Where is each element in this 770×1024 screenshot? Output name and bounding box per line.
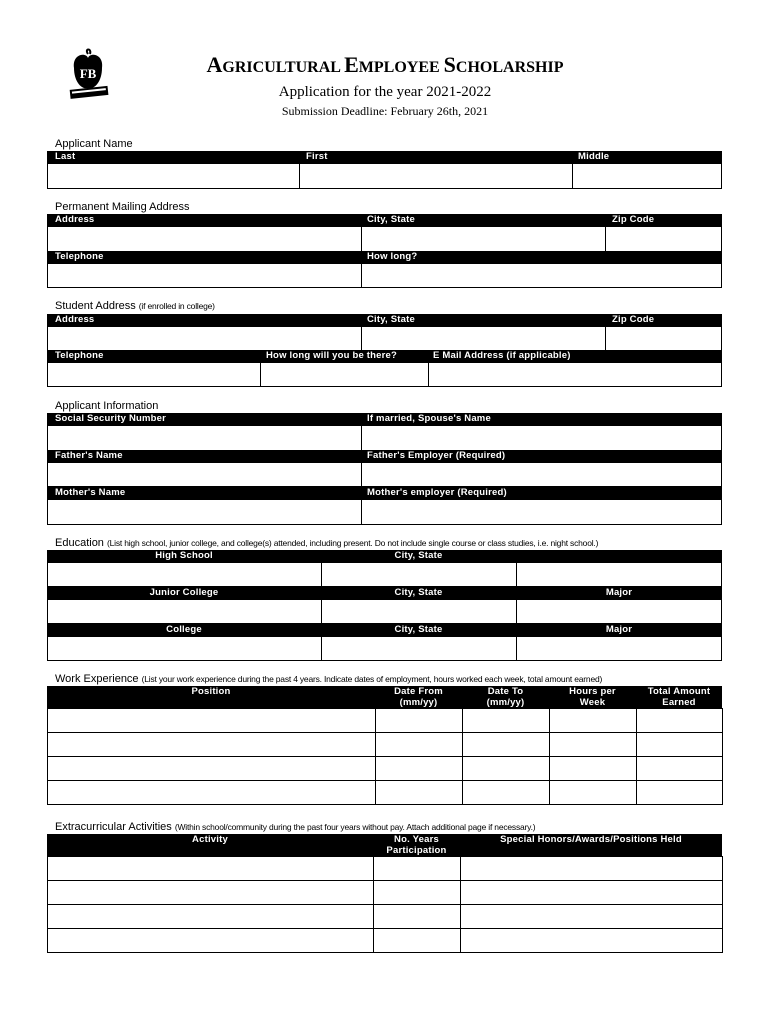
work-row-1-col-4[interactable] [549,708,637,733]
student-address-field[interactable] [47,326,362,351]
extracurricular-row-1-col-2[interactable] [373,856,461,881]
mailing-city-state-field[interactable] [361,226,606,252]
work-row-2-col-1[interactable] [47,732,376,757]
work-row-2-col-3[interactable] [462,732,550,757]
work-row-4-col-1[interactable] [47,780,376,805]
label-city-state: City, State [394,550,443,561]
work-row-4-col-3[interactable] [462,780,550,805]
high-school-city-field[interactable] [321,562,517,587]
father-employer-field[interactable] [361,462,722,487]
label-years-participation: No. Years Participation [386,834,447,856]
applicant-info-header-1 [47,413,722,425]
extracurricular-row-1-col-3[interactable] [460,856,723,881]
high-school-field[interactable] [47,562,322,587]
extracurricular-row-3-col-2[interactable] [373,904,461,929]
work-row-1-col-2[interactable] [375,708,463,733]
label-father-employer: Father's Employer (Required) [367,450,506,461]
label-city-state: City, State [367,214,415,225]
label-address: Address [55,214,95,225]
work-row-3-col-4[interactable] [549,756,637,781]
student-email-field[interactable] [428,362,722,387]
label-spouse-name: If married, Spouse's Name [367,413,491,424]
education-header-3 [47,624,722,636]
label-mother-employer: Mother's employer (Required) [367,487,507,498]
label-mother-name: Mother's Name [55,487,126,498]
label-activity: Activity [192,834,228,845]
work-row-3-col-1[interactable] [47,756,376,781]
work-header [47,686,722,708]
section-education: Education (List high school, junior college, and college(s) attended, including present. Do not include single course or class studies, i.e. night school.) [55,537,599,549]
label-city-state: City, State [394,624,443,635]
extracurricular-row-1-col-1[interactable] [47,856,374,881]
label-zip-code: Zip Code [612,314,655,325]
label-telephone: Telephone [55,350,104,361]
mailing-address-field[interactable] [47,226,362,252]
label-junior-college: Junior College [149,587,219,598]
page-title: AGRICULTURAL EMPLOYEE SCHOLARSHIP [206,52,564,77]
education-header-1 [47,550,722,562]
student-city-state-field[interactable] [361,326,606,351]
junior-college-city-field[interactable] [321,599,517,624]
label-major: Major [605,587,633,598]
mailing-address-header [47,214,722,226]
label-how-long: How long? [367,251,418,262]
label-college: College [166,624,202,635]
work-row-1-col-3[interactable] [462,708,550,733]
mother-employer-field[interactable] [361,499,722,525]
middle-name-field[interactable] [572,163,722,189]
extracurricular-row-2-col-2[interactable] [373,880,461,905]
student-phone-header [47,350,722,362]
label-address: Address [55,314,95,325]
student-telephone-field[interactable] [47,362,261,387]
extracurricular-row-4-col-3[interactable] [460,928,723,953]
work-row-3-col-3[interactable] [462,756,550,781]
label-total-earned: Total Amount Earned [647,686,711,708]
college-field[interactable] [47,636,322,661]
extracurricular-row-3-col-3[interactable] [460,904,723,929]
mailing-telephone-field[interactable] [47,263,362,288]
college-city-field[interactable] [321,636,517,661]
page-subtitle: Application for the year 2021-2022 [278,84,492,100]
student-address-header [47,314,722,326]
extracurricular-row-2-col-1[interactable] [47,880,374,905]
extracurricular-header [47,834,722,856]
work-row-1-col-1[interactable] [47,708,376,733]
submission-deadline: Submission Deadline: February 26th, 2021 [281,104,489,118]
education-header-2 [47,587,722,599]
work-row-4-col-4[interactable] [549,780,637,805]
label-middle: Middle [578,151,610,162]
label-father-name: Father's Name [55,450,123,461]
work-row-2-col-2[interactable] [375,732,463,757]
label-honors: Special Honors/Awards/Positions Held [500,834,682,845]
mailing-phone-header [47,251,722,263]
applicant-info-header-2 [47,450,722,462]
college-major-field[interactable] [516,636,722,661]
work-row-4-col-2[interactable] [375,780,463,805]
work-row-3-col-5[interactable] [636,756,723,781]
label-ssn: Social Security Number [55,413,167,424]
label-date-to: Date To (mm/yy) [486,686,525,708]
extracurricular-row-3-col-1[interactable] [47,904,374,929]
section-work-experience: Work Experience (List your work experience during the past 4 years. Indicate dates of employment, hours worked each week, total amount earned) [55,673,603,685]
ssn-field[interactable] [47,425,362,451]
label-date-from: Date From (mm/yy) [394,686,443,708]
label-telephone: Telephone [55,251,104,262]
applicant-info-header-3 [47,487,722,499]
spouse-name-field[interactable] [361,425,722,451]
work-row-4-col-5[interactable] [636,780,723,805]
section-applicant-info: Applicant Information [55,400,159,412]
logo-letters: FB [79,66,97,81]
section-applicant-name: Applicant Name [55,138,133,150]
label-position: Position [191,686,231,697]
mailing-zip-field[interactable] [605,226,722,252]
section-student-address: Student Address (if enrolled in college) [55,300,215,312]
extracurricular-row-4-col-1[interactable] [47,928,374,953]
student-how-long-field[interactable] [260,362,429,387]
father-name-field[interactable] [47,462,362,487]
label-zip-code: Zip Code [612,214,655,225]
mailing-how-long-field[interactable] [361,263,722,288]
farm-bureau-logo [66,48,110,102]
label-how-long-there: How long will you be there? [266,350,398,361]
label-high-school: High School [155,550,213,561]
student-zip-field[interactable] [605,326,722,351]
extracurricular-row-2-col-3[interactable] [460,880,723,905]
label-email: E Mail Address (if applicable) [433,350,571,361]
label-hours-per-week: Hours per Week [569,686,616,708]
work-row-1-col-5[interactable] [636,708,723,733]
label-last: Last [55,151,76,162]
mother-name-field[interactable] [47,499,362,525]
label-city-state: City, State [367,314,415,325]
extracurricular-row-4-col-2[interactable] [373,928,461,953]
label-first: First [306,151,328,162]
section-extracurricular: Extracurricular Activities (Within school/community during the past four years without pay. Attach additional page if necessary.) [55,821,536,833]
junior-college-major-field[interactable] [516,599,722,624]
applicant-name-header [47,151,722,163]
label-city-state: City, State [394,587,443,598]
first-name-field[interactable] [299,163,573,189]
junior-college-field[interactable] [47,599,322,624]
work-row-2-col-4[interactable] [549,732,637,757]
section-mailing-address: Permanent Mailing Address [55,201,190,213]
label-major: Major [605,624,633,635]
work-row-3-col-2[interactable] [375,756,463,781]
last-name-field[interactable] [47,163,300,189]
high-school-extra-field[interactable] [516,562,722,587]
work-row-2-col-5[interactable] [636,732,723,757]
